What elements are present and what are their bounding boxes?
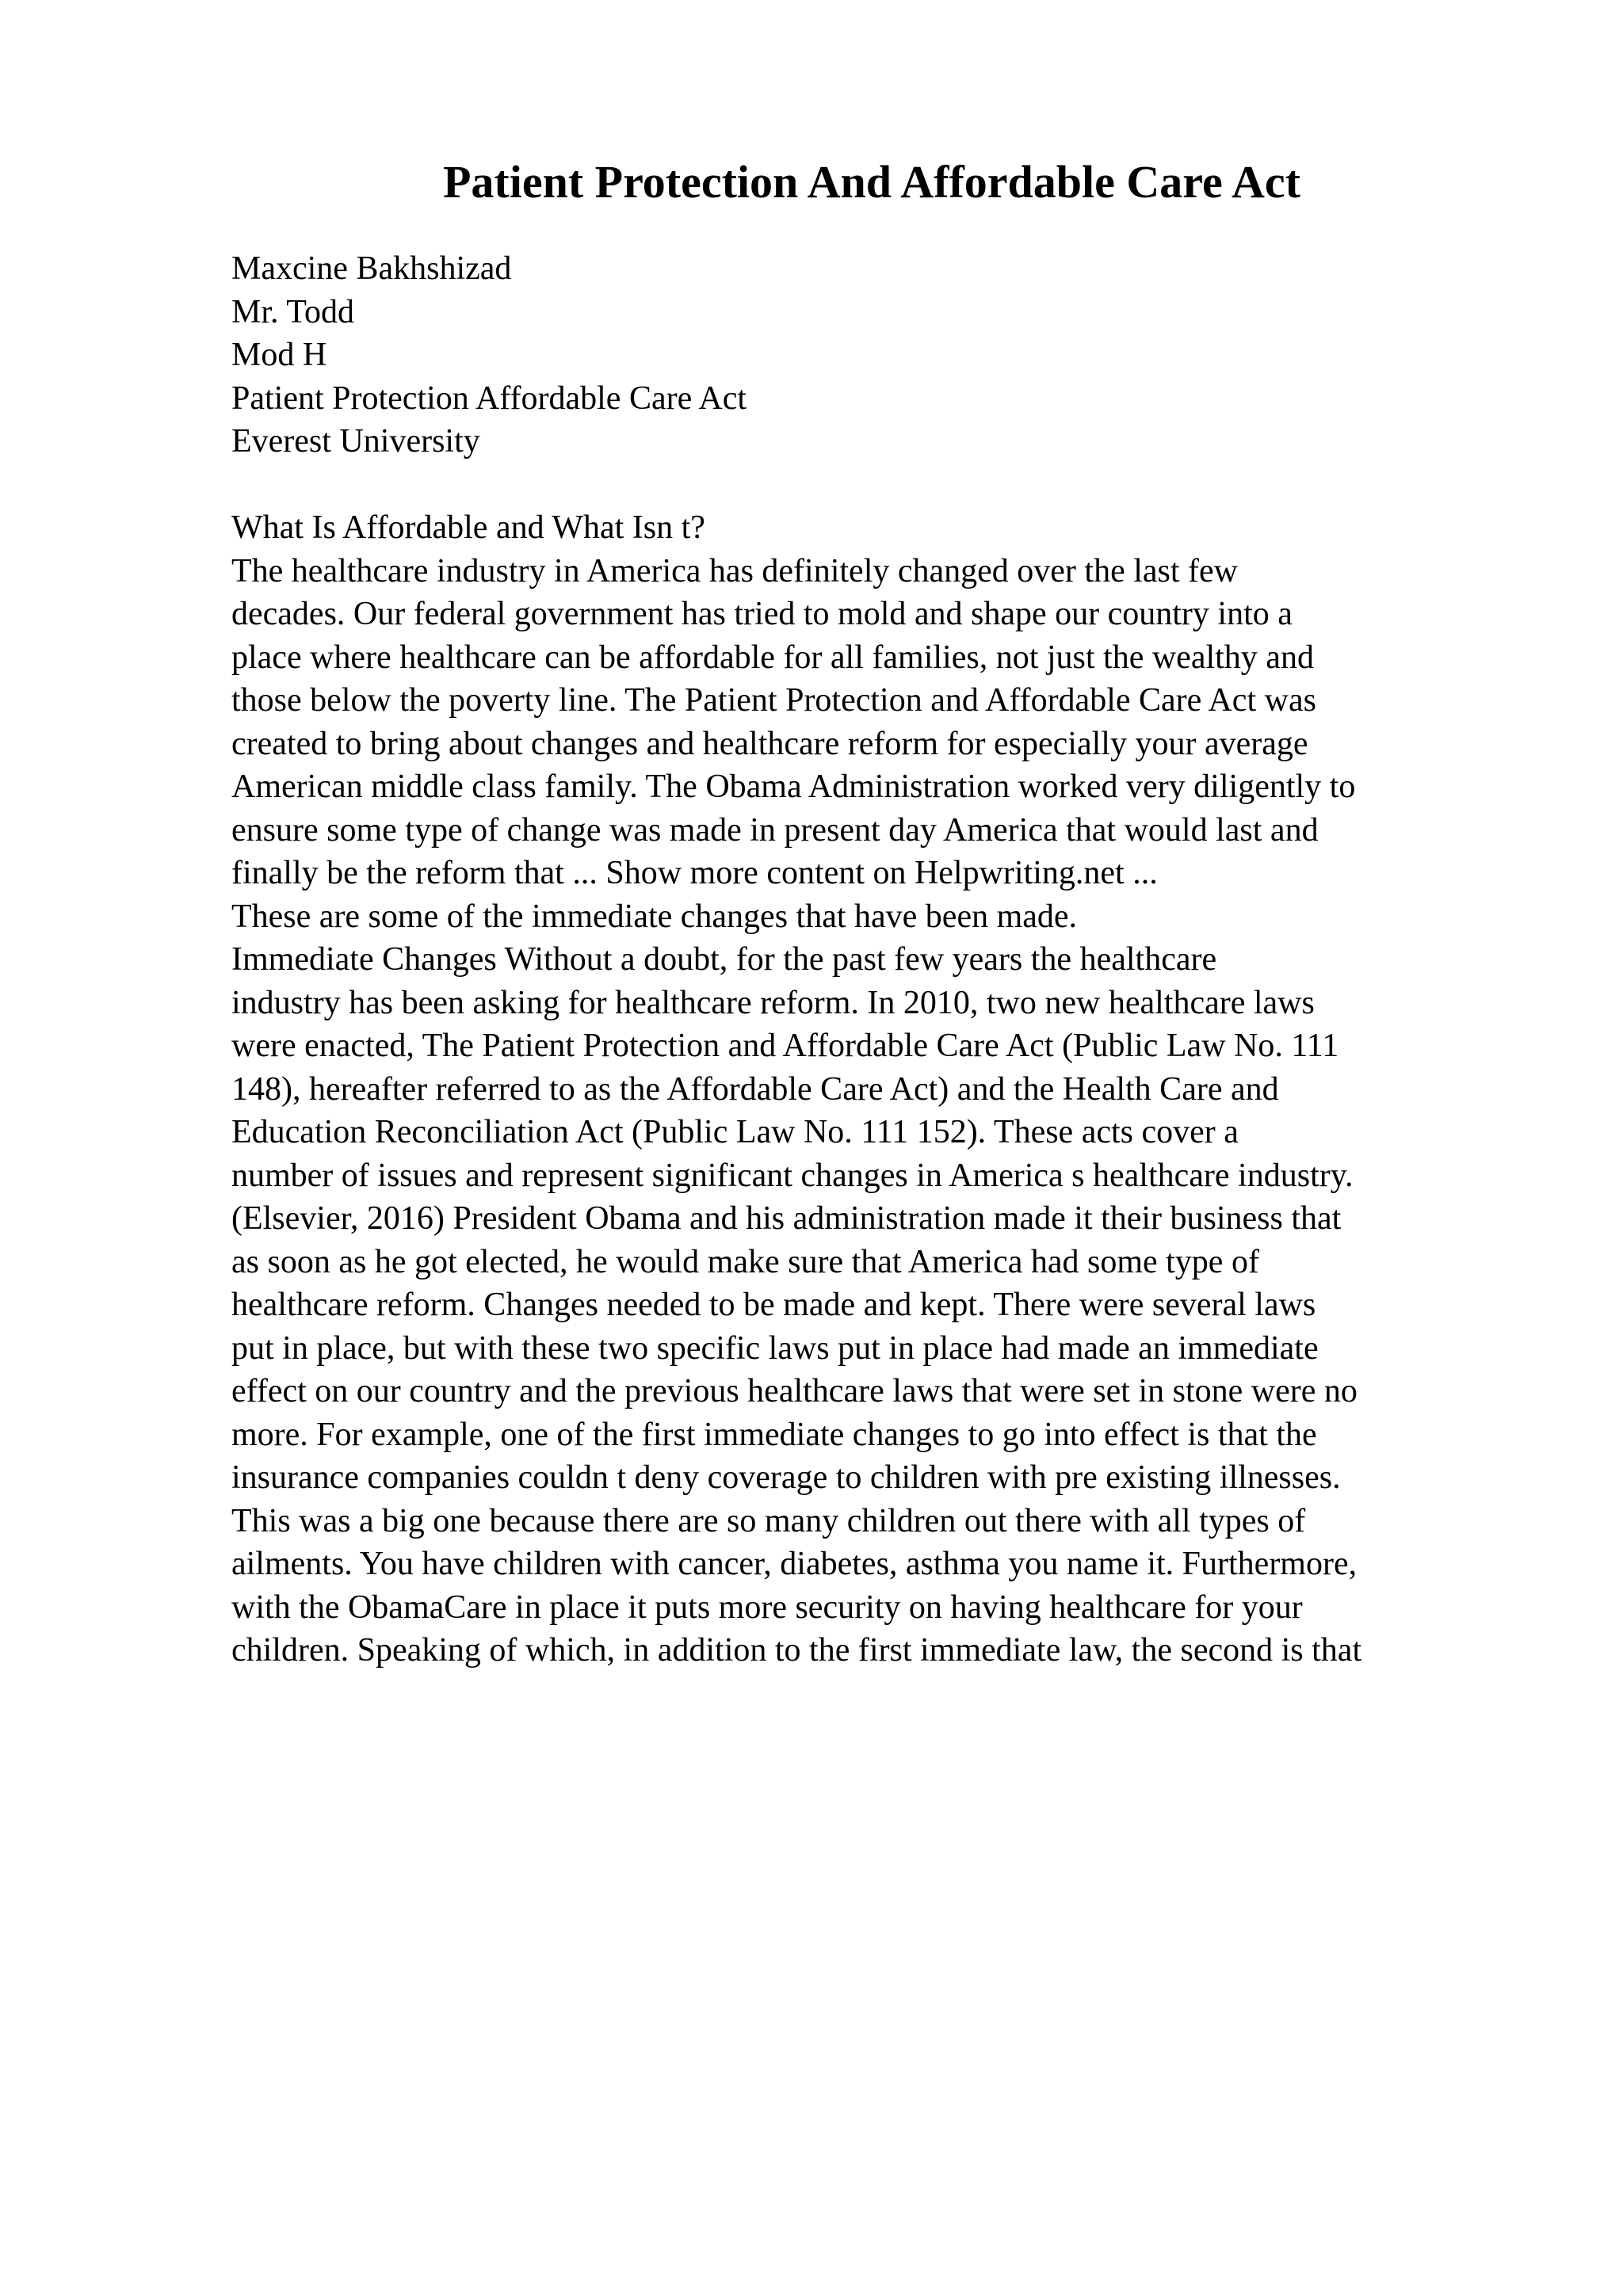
header-block (231, 247, 1594, 463)
body-line: more. For example, one of the first immediate changes to go into effect is that the (231, 1416, 1317, 1453)
body-line: 148), hereafter referred to as the Affordable Care Act) and the Health Care and (231, 1070, 1279, 1108)
author-name: Maxcine Bakhshizad (231, 250, 512, 287)
body-line: Immediate Changes Without a doubt, for the past few years the healthcare (231, 941, 1217, 978)
paragraph-gap (231, 463, 1594, 507)
body-text (231, 506, 1594, 1672)
instructor-name: Mr. Todd (231, 293, 354, 330)
body-line: with the ObamaCare in place it puts more security on having healthcare for your (231, 1589, 1303, 1626)
body-line: healthcare reform. Changes needed to be made and kept. There were several laws (231, 1287, 1316, 1323)
body-line: (Elsevier, 2016) President Obama and his administration made it their business that (231, 1200, 1342, 1237)
body-line: those below the poverty line. The Patient Protection and Affordable Care Act was (231, 682, 1316, 719)
body-line: as soon as he got elected, he would make sure that America had some type of (231, 1243, 1259, 1280)
paper-subject: Patient Protection Affordable Care Act (231, 379, 747, 417)
body-line: decades. Our federal government has tried to mold and shape our country into a (231, 596, 1293, 632)
body-line: number of issues and represent significant changes in America s healthcare industry. (231, 1157, 1354, 1194)
section-heading: What Is Affordable and What Isn t? (231, 509, 705, 546)
body-line: insurance companies couldn t deny coverage to children with pre existing illnesses. (231, 1459, 1341, 1496)
body-line: The healthcare industry in America has definitely changed over the last few (231, 552, 1239, 589)
body-line: effect on our country and the previous healthcare laws that were set in stone were no (231, 1373, 1358, 1409)
body-line: put in place, but with these two specific laws put in place had made an immediate (231, 1329, 1319, 1367)
body-line: place where healthcare can be affordable for all families, not just the wealthy and (231, 639, 1314, 676)
body-line: children. Speaking of which, in addition to the first immediate law, the second is that (231, 1632, 1362, 1669)
body-line: ensure some type of change was made in present day America that would last and (231, 811, 1319, 849)
body-line: This was a big one because there are so many children out there with all types of (231, 1502, 1306, 1539)
body-line: were enacted, The Patient Protection and Affordable Care Act (Public Law No. 111 (231, 1028, 1339, 1064)
body-line: created to bring about changes and healthcare reform for especially your average (231, 725, 1308, 762)
body-line: ailments. You have children with cancer, diabetes, asthma you name it. Furthermore, (231, 1546, 1358, 1582)
document-title: Patient Protection And Affordable Care Act (443, 156, 1300, 208)
body-line: industry has been asking for healthcare reform. In 2010, two new healthcare laws (231, 984, 1315, 1021)
body-line: These are some of the immediate changes that have been made. (231, 898, 1078, 935)
body-line: American middle class family. The Obama Administration worked very diligently to (231, 769, 1356, 805)
document-content (231, 247, 1594, 1672)
module-label: Mod H (231, 337, 327, 373)
institution-name: Everest University (231, 423, 480, 460)
body-line: finally be the reform that ... Show more content on Helpwriting.net ... (231, 855, 1158, 891)
body-line: Education Reconciliation Act (Public Law No. 111 152). These acts cover a (231, 1114, 1239, 1150)
